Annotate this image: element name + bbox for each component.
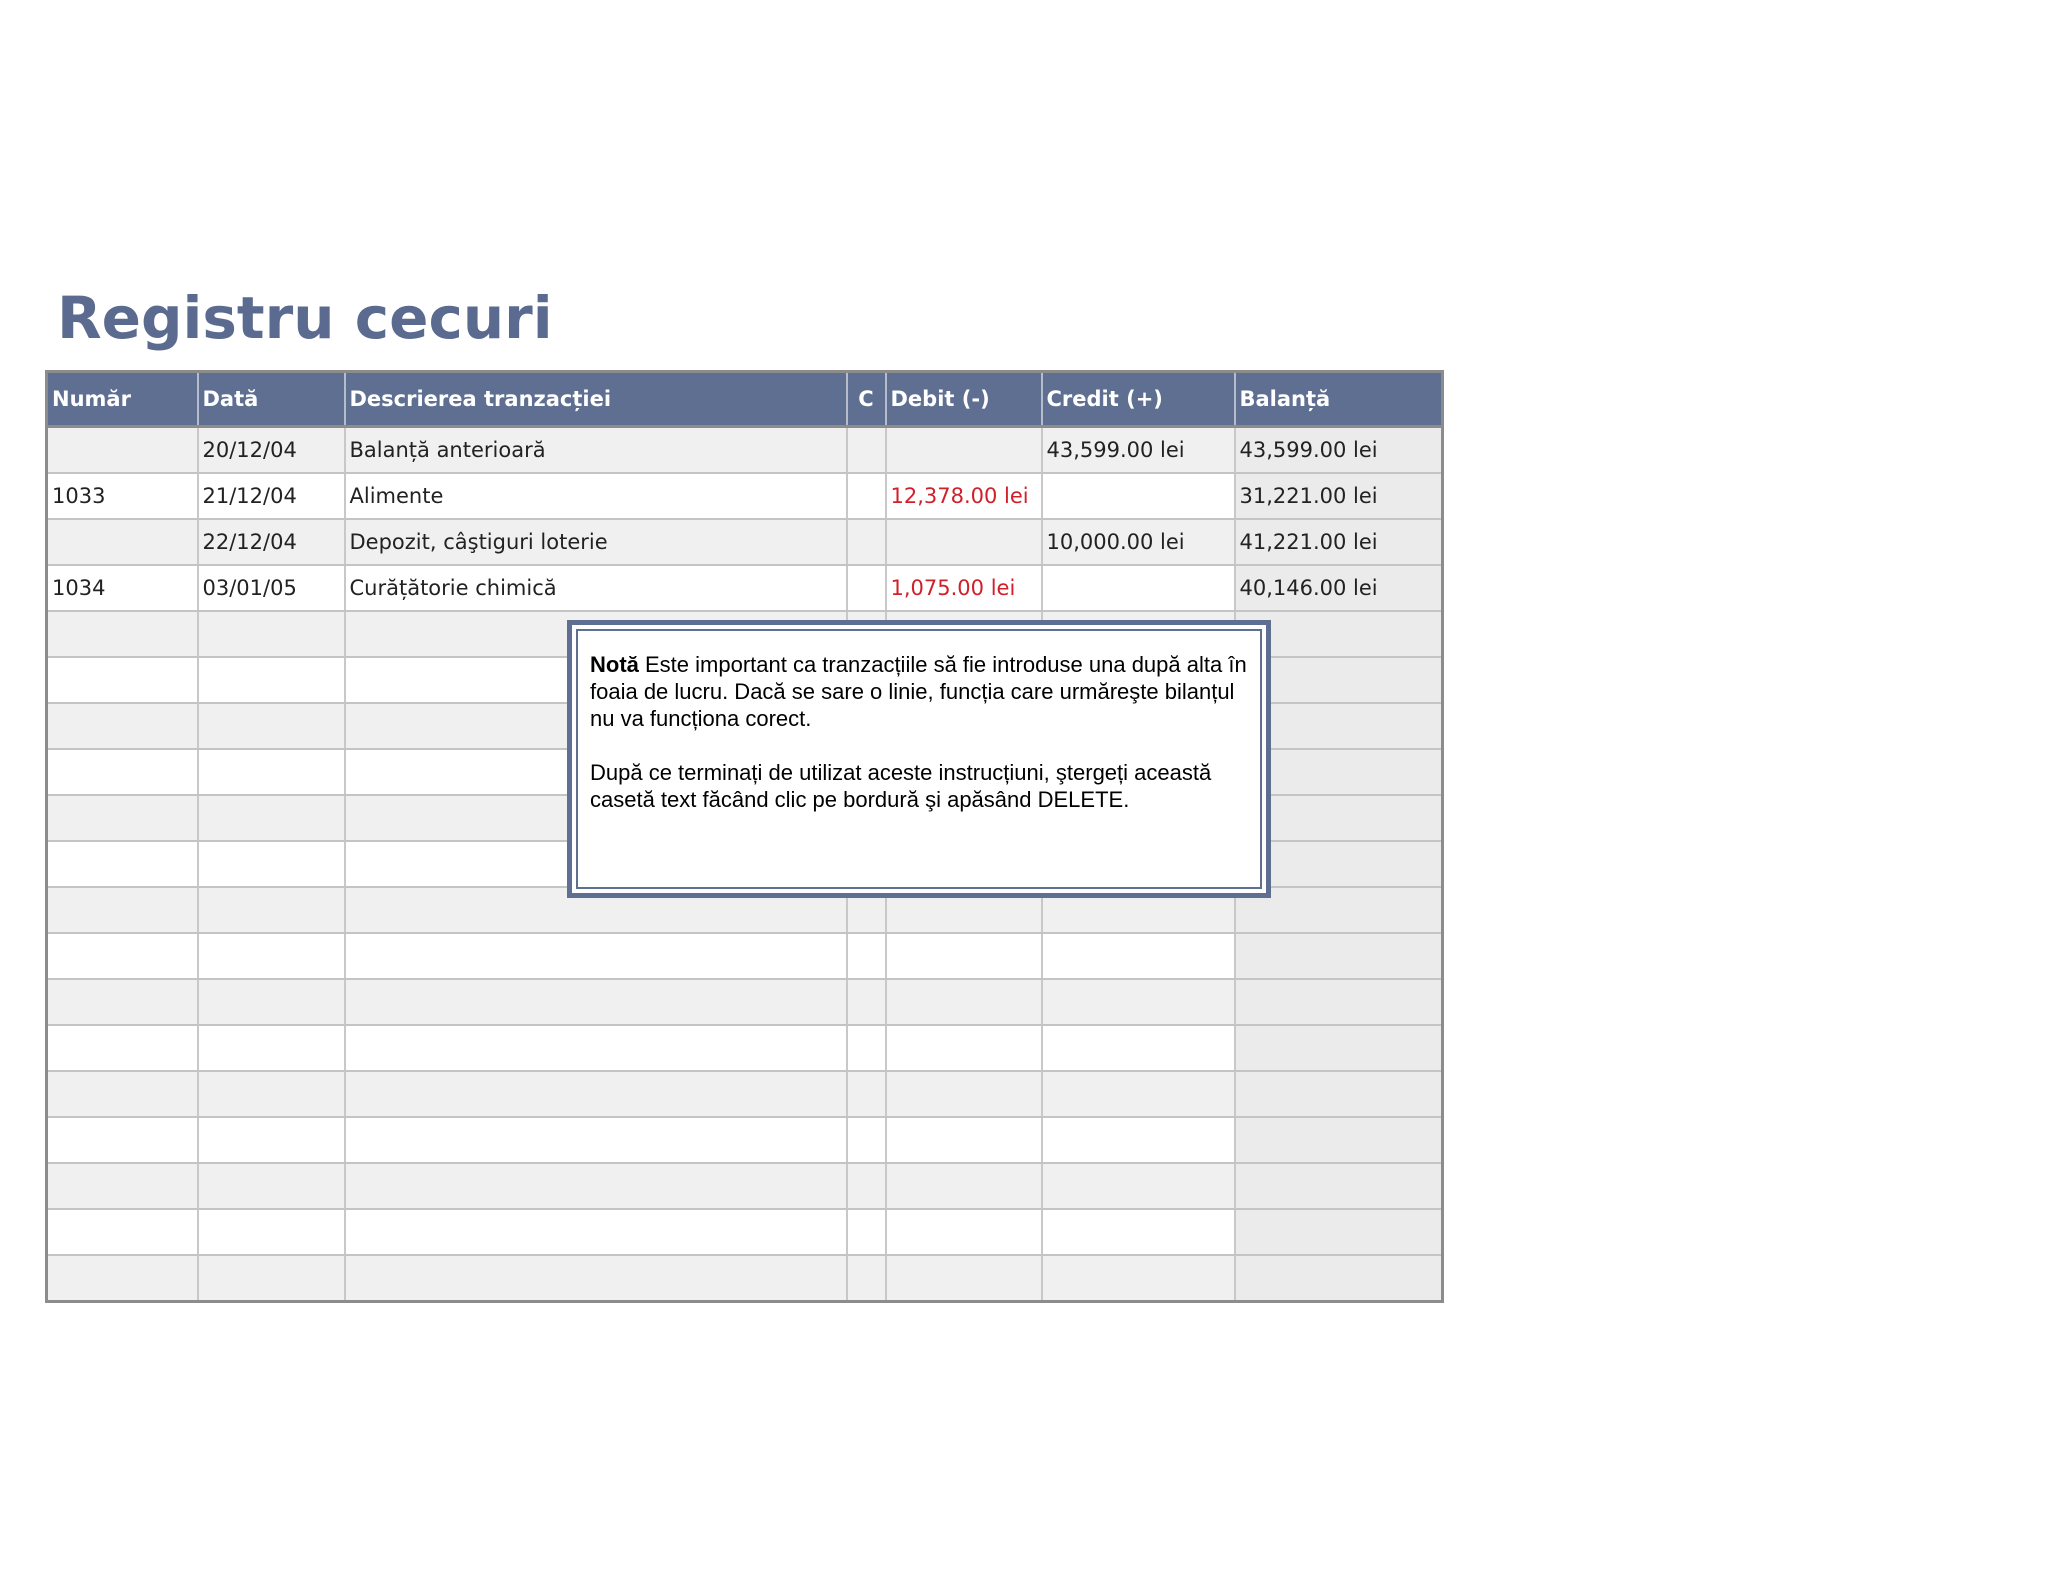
cell-debit[interactable] <box>886 1071 1042 1117</box>
cell-c[interactable] <box>847 1025 886 1071</box>
header-date: Dată <box>198 372 345 427</box>
cell-number[interactable] <box>47 979 198 1025</box>
cell-c[interactable] <box>847 1163 886 1209</box>
cell-number[interactable] <box>47 1209 198 1255</box>
table-row <box>47 1163 1443 1209</box>
cell-credit[interactable] <box>1042 1255 1235 1302</box>
page-title: Registru cecuri <box>57 284 553 352</box>
header-number: Număr <box>47 372 198 427</box>
cell-date[interactable] <box>198 887 345 933</box>
table-row <box>47 473 1443 519</box>
header-row <box>47 372 1443 427</box>
header-balance: Balanță <box>1235 372 1443 427</box>
cell-c[interactable] <box>847 979 886 1025</box>
cell-number[interactable] <box>47 657 198 703</box>
cell-credit[interactable] <box>1042 1163 1235 1209</box>
cell-description[interactable] <box>345 979 847 1025</box>
cell-credit[interactable] <box>1042 473 1235 519</box>
table-row <box>47 979 1443 1025</box>
cell-date[interactable] <box>198 657 345 703</box>
cell-date[interactable] <box>198 933 345 979</box>
cell-debit[interactable] <box>886 979 1042 1025</box>
cell-date[interactable] <box>198 611 345 657</box>
cell-debit[interactable] <box>886 519 1042 565</box>
note-label: Notă <box>590 652 639 677</box>
note-text-1: Este important ca tranzacțiile să fie introduse una după alta în foaia de lucru. Dacă se sare o linie, funcția care urmăreşte bilanțul nu va funcționa corect. <box>590 652 1247 731</box>
table-row <box>47 1025 1443 1071</box>
cell-description[interactable] <box>345 1025 847 1071</box>
table-row <box>47 519 1443 565</box>
cell-date[interactable] <box>198 1255 345 1302</box>
cell-debit[interactable] <box>886 1025 1042 1071</box>
cell-debit[interactable] <box>886 1117 1042 1163</box>
cell-credit[interactable] <box>1042 1025 1235 1071</box>
table-row <box>47 933 1443 979</box>
cell-date[interactable] <box>198 703 345 749</box>
cell-credit[interactable] <box>1042 979 1235 1025</box>
cell-date[interactable]: 21/12/04 <box>198 473 345 519</box>
cell-number[interactable] <box>47 1117 198 1163</box>
cell-credit[interactable]: 10,000.00 lei <box>1042 519 1235 565</box>
cell-number[interactable] <box>47 887 198 933</box>
cell-c[interactable] <box>847 1209 886 1255</box>
cell-date[interactable] <box>198 1209 345 1255</box>
note-textbox[interactable] <box>567 620 1271 898</box>
cell-date[interactable]: 03/01/05 <box>198 565 345 611</box>
cell-description[interactable]: Balanță anterioară <box>345 427 847 474</box>
cell-number[interactable] <box>47 1071 198 1117</box>
cell-c[interactable] <box>847 427 886 474</box>
cell-date[interactable] <box>198 1025 345 1071</box>
header-c: C <box>847 372 886 427</box>
cell-credit[interactable]: 43,599.00 lei <box>1042 427 1235 474</box>
cell-number[interactable]: 1034 <box>47 565 198 611</box>
cell-number[interactable] <box>47 611 198 657</box>
cell-number[interactable] <box>47 427 198 474</box>
cell-description[interactable] <box>345 1117 847 1163</box>
cell-c[interactable] <box>847 565 886 611</box>
cell-debit[interactable]: 1,075.00 lei <box>886 565 1042 611</box>
cell-balance[interactable]: 40,146.00 lei <box>1235 565 1443 611</box>
cell-balance[interactable] <box>1235 1255 1443 1302</box>
cell-credit[interactable] <box>1042 1117 1235 1163</box>
cell-balance[interactable]: 31,221.00 lei <box>1235 473 1443 519</box>
cell-number[interactable] <box>47 1163 198 1209</box>
cell-balance[interactable]: 43,599.00 lei <box>1235 427 1443 474</box>
cell-balance[interactable] <box>1235 1117 1443 1163</box>
cell-c[interactable] <box>847 1117 886 1163</box>
cell-credit[interactable] <box>1042 933 1235 979</box>
cell-debit[interactable] <box>886 1209 1042 1255</box>
cell-c[interactable] <box>847 933 886 979</box>
cell-c[interactable] <box>847 473 886 519</box>
cell-description[interactable] <box>345 1071 847 1117</box>
table-row <box>47 1209 1443 1255</box>
cell-number[interactable] <box>47 519 198 565</box>
cell-c[interactable] <box>847 519 886 565</box>
cell-description[interactable]: Depozit, câştiguri loterie <box>345 519 847 565</box>
cell-description[interactable] <box>345 933 847 979</box>
note-text-2: După ce terminați de utilizat aceste instrucțiuni, ştergeți această casetă text făcând clic pe bordură şi apăsând DELETE. <box>590 760 1212 812</box>
cell-credit[interactable] <box>1042 565 1235 611</box>
cell-credit[interactable] <box>1042 1071 1235 1117</box>
cell-c[interactable] <box>847 1255 886 1302</box>
cell-description[interactable]: Curățătorie chimică <box>345 565 847 611</box>
cell-balance[interactable] <box>1235 933 1443 979</box>
header-debit: Debit (-) <box>886 372 1042 427</box>
cell-date[interactable] <box>198 795 345 841</box>
cell-c[interactable] <box>847 1071 886 1117</box>
cell-balance[interactable]: 41,221.00 lei <box>1235 519 1443 565</box>
cell-date[interactable] <box>198 1163 345 1209</box>
cell-number[interactable]: 1033 <box>47 473 198 519</box>
cell-balance[interactable] <box>1235 1071 1443 1117</box>
cell-balance[interactable] <box>1235 1025 1443 1071</box>
cell-number[interactable] <box>47 749 198 795</box>
note-content <box>576 629 1262 889</box>
cell-date[interactable] <box>198 1071 345 1117</box>
cell-number[interactable] <box>47 841 198 887</box>
cell-debit[interactable] <box>886 1255 1042 1302</box>
cell-number[interactable] <box>47 933 198 979</box>
cell-number[interactable] <box>47 795 198 841</box>
cell-balance[interactable] <box>1235 1209 1443 1255</box>
cell-description[interactable] <box>345 1163 847 1209</box>
cell-debit[interactable] <box>886 933 1042 979</box>
cell-number[interactable] <box>47 1255 198 1302</box>
cell-date[interactable] <box>198 1117 345 1163</box>
cell-description[interactable] <box>345 1209 847 1255</box>
table-row <box>47 1255 1443 1302</box>
table-row <box>47 565 1443 611</box>
cell-credit[interactable] <box>1042 1209 1235 1255</box>
header-description: Descrierea tranzacției <box>345 372 847 427</box>
cell-balance[interactable] <box>1235 979 1443 1025</box>
cell-debit[interactable] <box>886 1163 1042 1209</box>
cell-debit[interactable] <box>886 427 1042 474</box>
table-row <box>47 1071 1443 1117</box>
cell-description[interactable] <box>345 1255 847 1302</box>
cell-description[interactable]: Alimente <box>345 473 847 519</box>
cell-date[interactable]: 22/12/04 <box>198 519 345 565</box>
cell-number[interactable] <box>47 703 198 749</box>
header-credit: Credit (+) <box>1042 372 1235 427</box>
cell-debit[interactable]: 12,378.00 lei <box>886 473 1042 519</box>
table-row <box>47 427 1443 474</box>
cell-balance[interactable] <box>1235 1163 1443 1209</box>
cell-date[interactable]: 20/12/04 <box>198 427 345 474</box>
cell-number[interactable] <box>47 1025 198 1071</box>
cell-date[interactable] <box>198 979 345 1025</box>
cell-date[interactable] <box>198 749 345 795</box>
cell-date[interactable] <box>198 841 345 887</box>
table-row <box>47 1117 1443 1163</box>
